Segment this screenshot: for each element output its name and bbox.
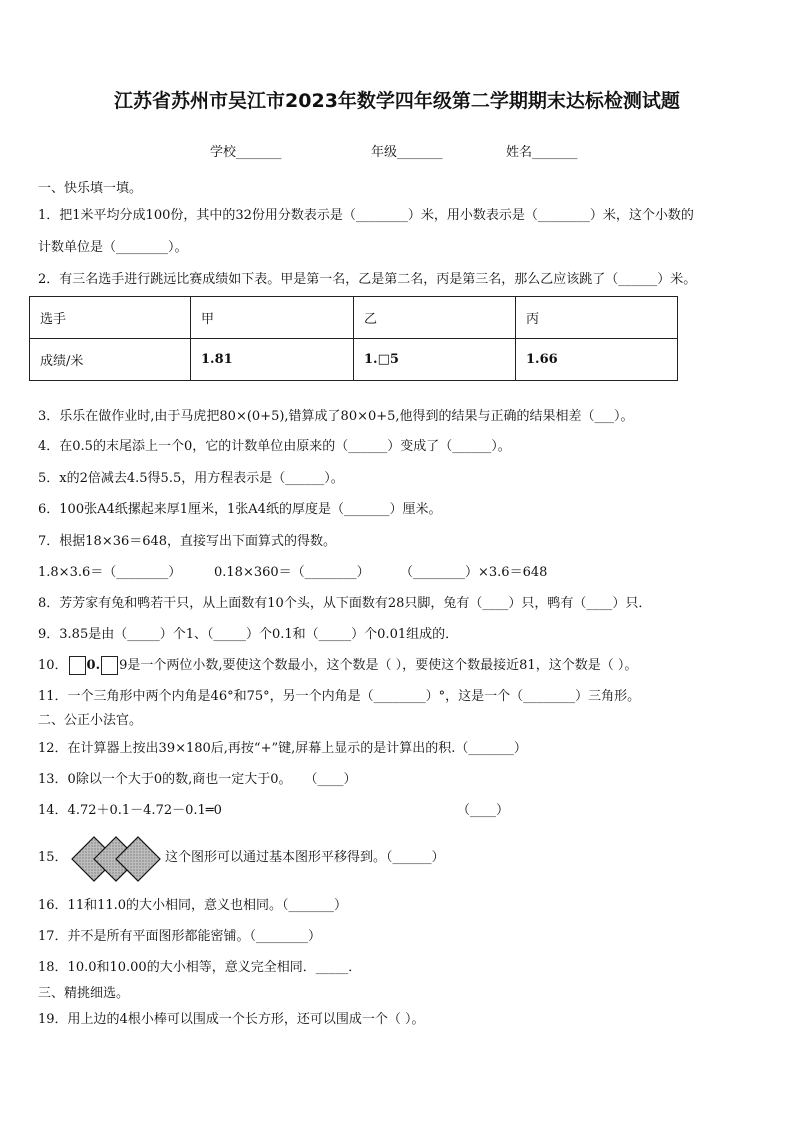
question-14-blank: （____）	[457, 803, 510, 818]
grade-field[interactable]: 年级_______	[371, 145, 443, 160]
question-11: 11．一个三角形中两个内角是46°和75°，另一个内角是（________）°，这是一个（________）三角形。	[38, 689, 641, 704]
question-12: 12．在计算器上按出39×180后,再按“+”键,屏幕上显示的是计算出的积.（_______）	[38, 741, 527, 756]
question-15: 这个图形可以通过基本图形平移得到。（______）	[165, 850, 445, 865]
table-cell: 乙	[354, 297, 516, 339]
section-heading: 三、精挑细选。	[38, 986, 130, 1001]
question-7: 7．根据18×36＝648，直接写出下面算式的得数。	[38, 534, 337, 549]
table-row	[30, 297, 678, 339]
school-field[interactable]: 学校_______	[210, 145, 282, 160]
question-8: 8．芳芳家有兔和鸭若干只，从上面数有10个头，从下面数有28只脚，兔有（____）只，鸭有（____）只．	[38, 596, 652, 611]
question-7-item-c: （________）×3.6＝648	[400, 565, 548, 580]
table-cell: 选手	[30, 297, 191, 339]
question-1-cont: 计数单位是（________）。	[38, 240, 188, 255]
table-cell: 1.□5	[354, 339, 516, 381]
question-18: 18．10.0和10.00的大小相等，意义完全相同．_____．	[38, 960, 362, 975]
section-heading: 二、公正小法官。	[38, 713, 143, 728]
question-number: 10．	[38, 658, 68, 673]
question-6: 6．100张A4纸摞起来厚1厘米，1张A4纸的厚度是（_______）厘米。	[38, 502, 442, 517]
table-cell: 甲	[191, 297, 354, 339]
question-7-item-a: 1.8×3.6＝（________）	[38, 565, 182, 580]
table-cell: 丙	[516, 297, 678, 339]
question-1: 1．把1米平均分成100份，其中的32份用分数表示是（________）米，用小数表示是（________）米，这个小数的	[38, 208, 694, 223]
table-cell: 1.66	[516, 339, 678, 381]
question-16: 16．11和11.0的大小相同，意义也相同。（_______）	[38, 898, 348, 913]
name-field[interactable]: 姓名_______	[506, 145, 578, 160]
blank-box	[69, 656, 86, 675]
table-cell: 1.81	[191, 339, 354, 381]
section-heading: 一、快乐填一填。	[38, 181, 143, 196]
question-15-number: 15．	[38, 850, 68, 865]
question-7-item-b: 0.18×360＝（________）	[214, 565, 370, 580]
rhombus-pattern-figure	[70, 836, 162, 882]
table-row	[30, 339, 678, 381]
question-text: 9是一个两位小数,要使这个数最小，这个数是（ ），要使这个数最接近81，这个数是（ ）。	[119, 658, 638, 673]
question-17: 17．并不是所有平面图形都能密铺。（________）	[38, 929, 322, 944]
question-4: 4．在0.5的末尾添上一个0，它的计数单位由原来的（______）变成了（______）。	[38, 439, 511, 454]
question-3: 3．乐乐在做作业时,由于马虎把80×(0+5),错算成了80×0+5,他得到的结果与正确的结果相差（___）。	[38, 409, 634, 424]
question-2: 2．有三名选手进行跳远比赛成绩如下表。甲是第一名，乙是第二名，丙是第三名，那么乙应该跳了（______）米。	[38, 272, 697, 287]
decimal-point-text: 0.	[86, 658, 101, 673]
question-13: 13．0除以一个大于0的数,商也一定大于0。 （____）	[38, 772, 357, 787]
table-cell: 成绩/米	[30, 339, 191, 381]
question-14: 14．4.72＋0.1－4.72－0.1═0	[38, 803, 222, 818]
question-5: 5．x的2倍减去4.5得5.5，用方程表示是（______）。	[38, 471, 344, 486]
question-19: 19．用上边的4根小棒可以围成一个长方形，还可以围成一个（ ）。	[38, 1012, 425, 1027]
page-title: 江苏省苏州市吴江市2023年数学四年级第二学期期末达标检测试题	[114, 90, 680, 112]
question-10	[38, 656, 637, 675]
score-table	[29, 296, 678, 381]
blank-box	[101, 656, 118, 675]
question-9: 9．3.85是由（_____）个1、（_____）个0.1和（_____）个0.01组成的．	[38, 627, 459, 642]
